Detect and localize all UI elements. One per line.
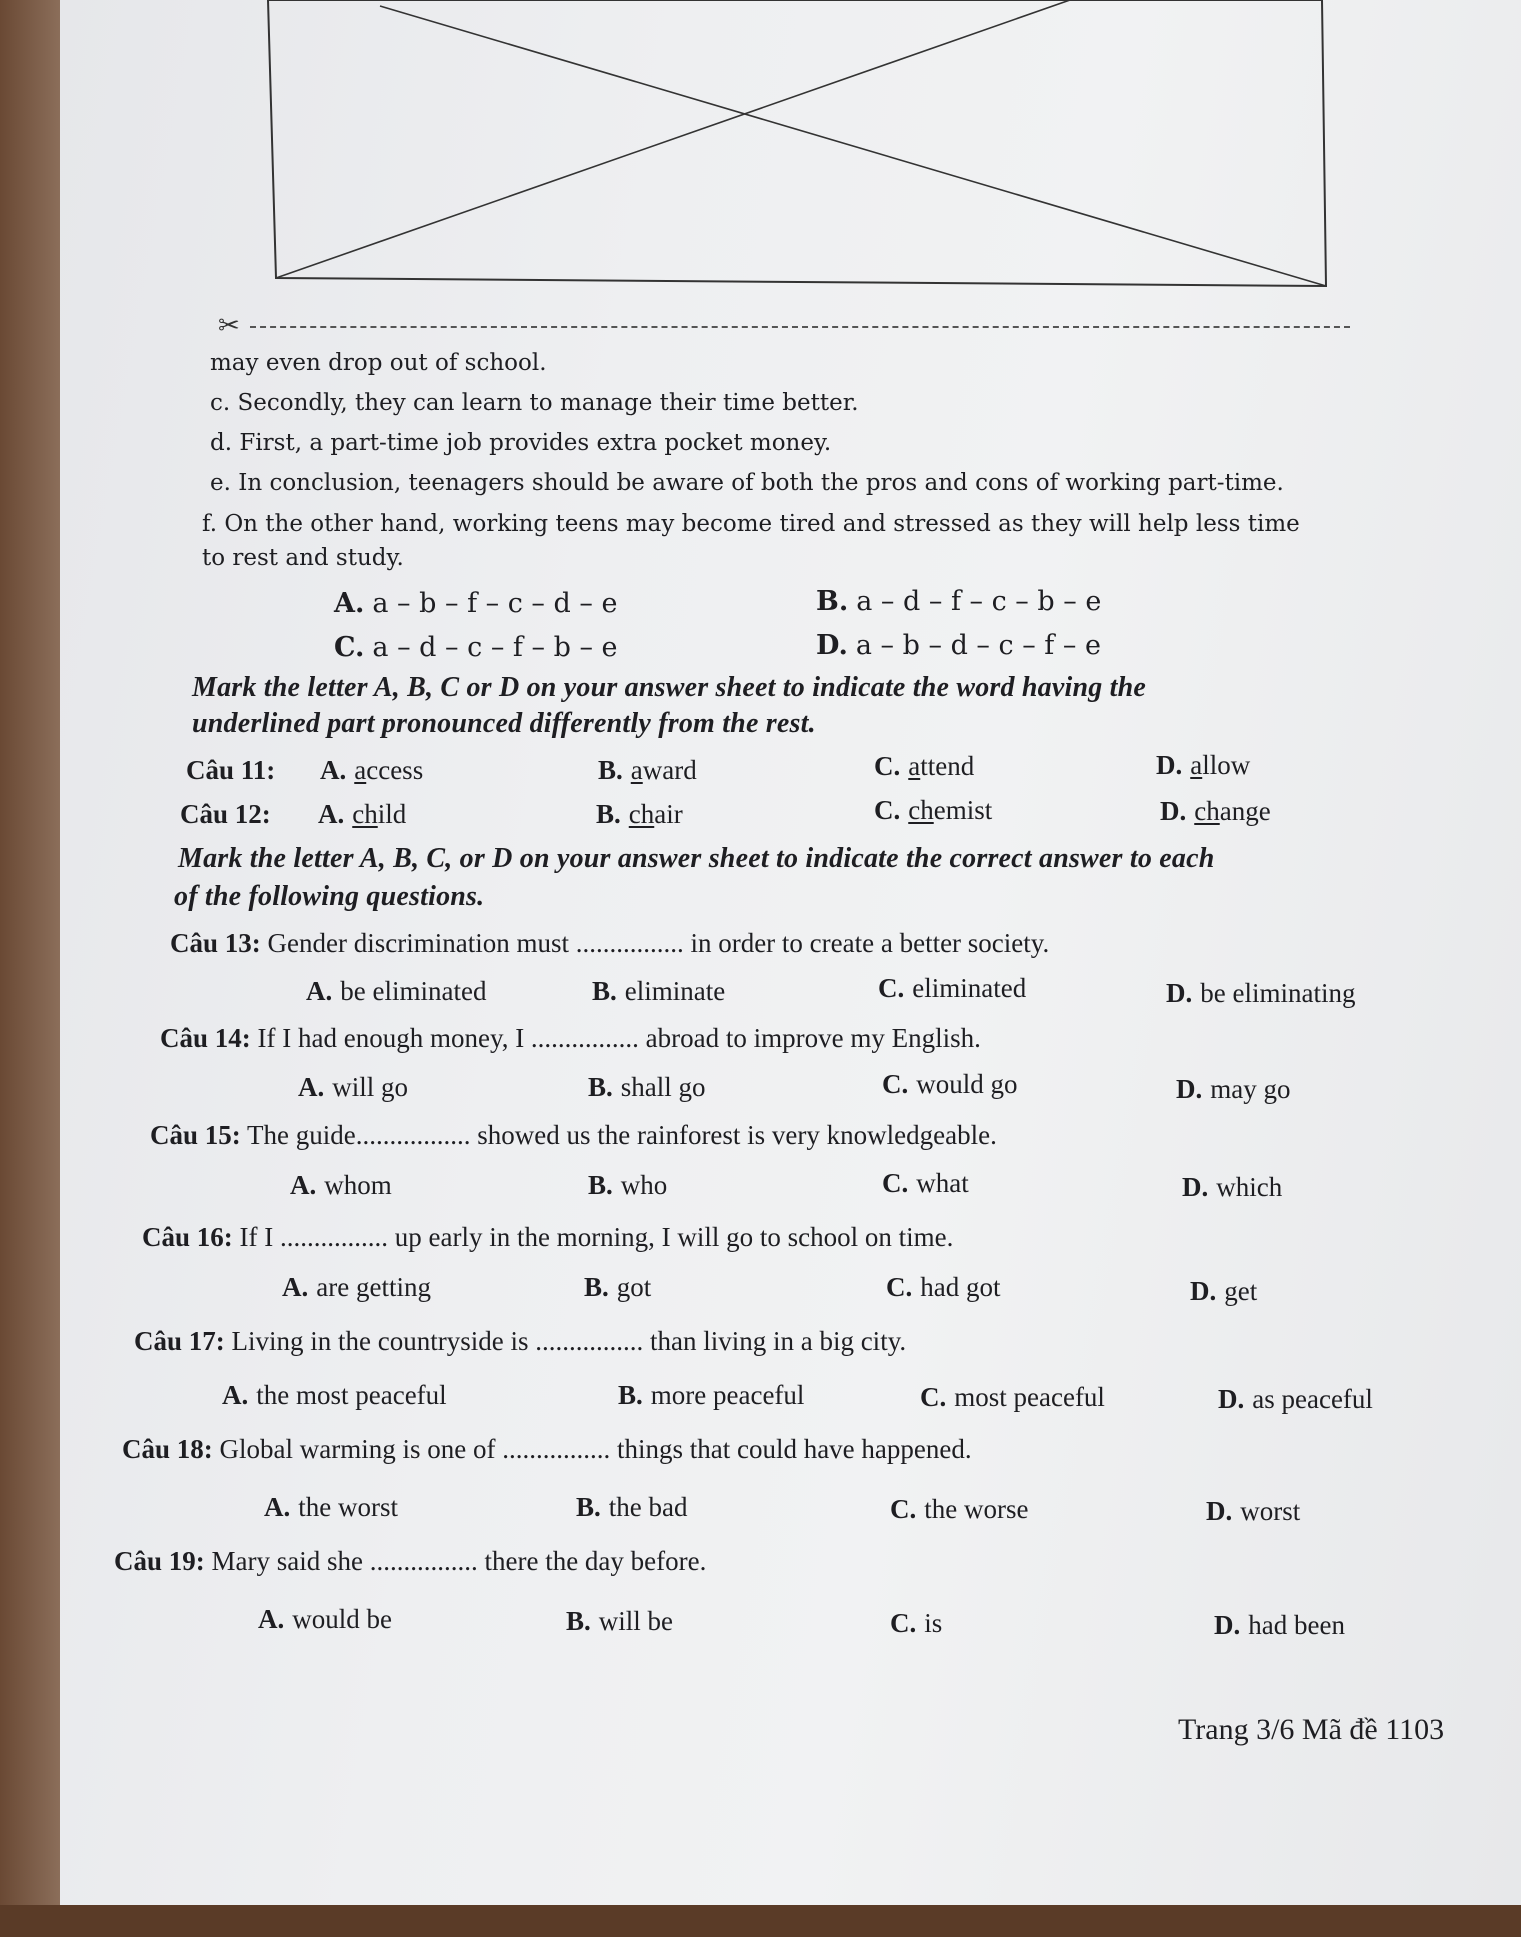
q13-option-a: A. be eliminated: [306, 976, 487, 1006]
scissors-icon: ✂: [218, 311, 240, 341]
q15-option-b: B. who: [588, 1170, 668, 1200]
q13-option-c: C. eliminated: [878, 973, 1027, 1003]
q16-option-b: B. got: [584, 1272, 652, 1302]
passage-line: may even drop out of school.: [210, 350, 547, 376]
question-stem: Câu 13: Gender discrimination must ................ in order to create a better society.: [170, 928, 1050, 958]
q11-option-d: D. allow: [1156, 750, 1251, 780]
passage-line: c. Secondly, they can learn to manage their time better.: [210, 390, 859, 416]
ordering-option-a: A. a – b – f – c – d – e: [334, 588, 618, 619]
q14-option-a: A. will go: [298, 1072, 409, 1102]
q14-option-d: D. may go: [1176, 1074, 1291, 1104]
q15-option-d: D. which: [1182, 1172, 1283, 1202]
page-footer: Trang 3/6 Mã đề 1103: [1178, 1713, 1445, 1746]
q15-option-a: A. whom: [290, 1170, 392, 1200]
q18-option-a: A. the worst: [264, 1492, 398, 1522]
q17-option-a: A. the most peaceful: [222, 1380, 447, 1410]
q18-option-d: D. worst: [1206, 1496, 1301, 1526]
question-number: Câu 12:: [180, 799, 271, 829]
q12-option-b: B. chair: [596, 799, 683, 829]
section-instruction: underlined part pronounced differently from the rest.: [192, 708, 816, 739]
q11-option-b: B. award: [598, 755, 697, 785]
q17-option-d: D. as peaceful: [1218, 1384, 1373, 1414]
question-stem: Câu 17: Living in the countryside is ................ than living in a big city.: [134, 1326, 907, 1356]
ordering-option-c: C. a – d – c – f – b – e: [334, 632, 618, 663]
q13-option-b: B. eliminate: [592, 976, 726, 1006]
section-instruction: Mark the letter A, B, C or D on your answer sheet to indicate the word having the: [192, 672, 1147, 703]
q16-option-a: A. are getting: [282, 1272, 431, 1302]
q12-option-c: C. chemist: [874, 795, 993, 825]
question-number: Câu 11:: [186, 755, 276, 785]
passage-line: e. In conclusion, teenagers should be aware of both the pros and cons of working part-time.: [210, 470, 1284, 496]
ordering-option-b: B. a – d – f – c – b – e: [816, 586, 1102, 617]
passage-line: f. On the other hand, working teens may become tired and stressed as they will help less time: [202, 511, 1300, 537]
passage-line: to rest and study.: [202, 545, 404, 571]
q12-option-a: A. child: [318, 799, 407, 829]
q11-option-a: A. access: [320, 755, 424, 785]
question-stem: Câu 16: If I ................ up early in the morning, I will go to school on time.: [142, 1222, 954, 1252]
cut-line: [250, 326, 1350, 328]
q16-option-d: D. get: [1190, 1276, 1258, 1306]
q17-option-b: B. more peaceful: [618, 1380, 805, 1410]
q19-option-d: D. had been: [1214, 1610, 1345, 1640]
question-stem: Câu 19: Mary said she ................ there the day before.: [114, 1546, 707, 1576]
q11-option-c: C. attend: [874, 751, 975, 781]
table-surface: [0, 1905, 1521, 1937]
q17-option-c: C. most peaceful: [920, 1382, 1105, 1412]
q19-option-c: C. is: [890, 1608, 943, 1638]
q18-option-b: B. the bad: [576, 1492, 688, 1522]
question-stem: Câu 18: Global warming is one of ................ things that could have happened.: [122, 1434, 972, 1464]
q19-option-b: B. will be: [566, 1606, 674, 1636]
q12-option-d: D. change: [1160, 796, 1271, 826]
passage-line: d. First, a part-time job provides extra pocket money.: [210, 430, 832, 456]
section-instruction: of the following questions.: [174, 881, 485, 912]
q15-option-c: C. what: [882, 1168, 969, 1198]
ordering-option-d: D. a – b – d – c – f – e: [816, 630, 1101, 661]
q14-option-b: B. shall go: [588, 1072, 706, 1102]
answer-box-frame: [0, 0, 1521, 340]
q13-option-d: D. be eliminating: [1166, 978, 1356, 1008]
q18-option-c: C. the worse: [890, 1494, 1029, 1524]
q16-option-c: C. had got: [886, 1272, 1001, 1302]
q14-option-c: C. would go: [882, 1069, 1018, 1099]
q19-option-a: A. would be: [258, 1604, 392, 1634]
question-stem: Câu 15: The guide................. showed us the rainforest is very knowledgeable.: [150, 1120, 997, 1150]
question-stem: Câu 14: If I had enough money, I ................ abroad to improve my English.: [160, 1023, 981, 1053]
section-instruction: Mark the letter A, B, C, or D on your answer sheet to indicate the correct answer to each: [178, 843, 1215, 874]
